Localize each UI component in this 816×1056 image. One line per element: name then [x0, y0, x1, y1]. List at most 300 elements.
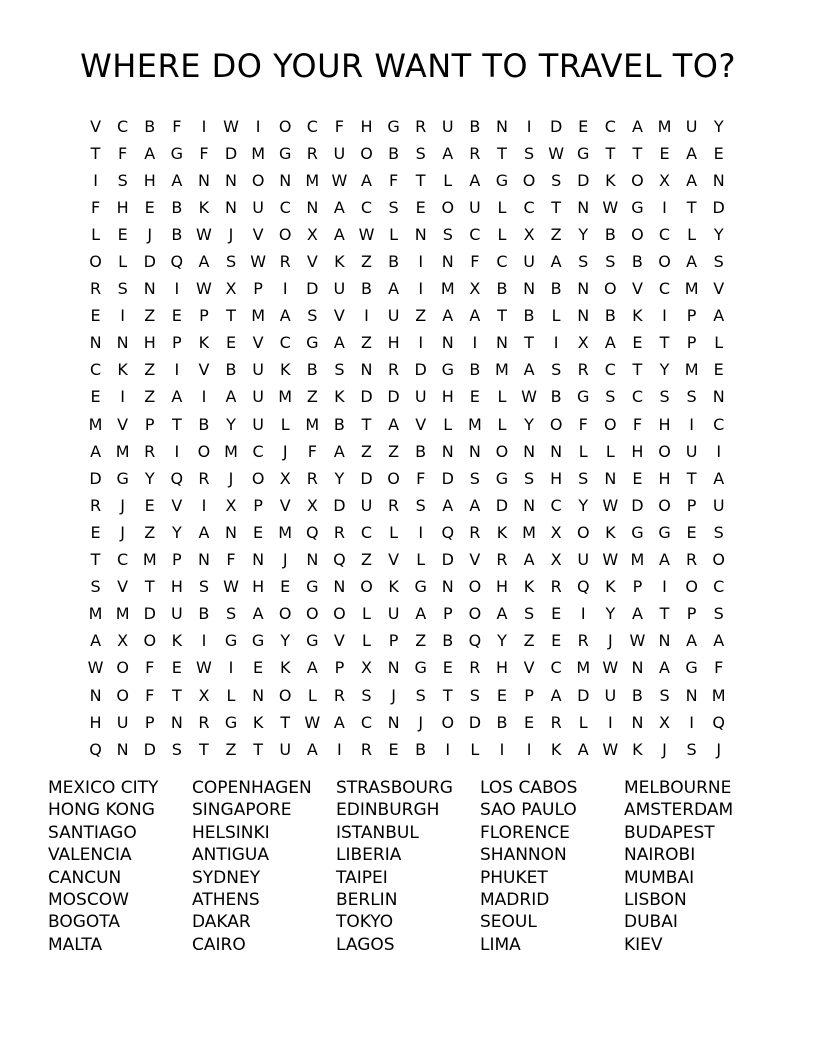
grid-letter[interactable]: R [496, 550, 508, 570]
grid-letter[interactable]: K [171, 631, 183, 651]
grid-letter[interactable]: D [143, 604, 156, 624]
grid-letter[interactable]: S [551, 170, 562, 190]
grid-letter[interactable]: O [712, 550, 725, 570]
grid-letter[interactable]: Z [388, 441, 400, 461]
grid-letter[interactable]: U [685, 441, 698, 461]
grid-letter[interactable]: B [415, 739, 427, 759]
grid-letter[interactable]: M [251, 306, 266, 326]
grid-letter[interactable]: Q [170, 252, 184, 272]
grid-letter[interactable]: E [659, 143, 670, 163]
grid-letter[interactable]: R [144, 441, 156, 461]
grid-letter[interactable]: P [686, 306, 697, 326]
grid-letter[interactable]: N [225, 170, 237, 190]
grid-letter[interactable]: J [607, 631, 613, 651]
grid-letter[interactable]: H [658, 468, 671, 488]
grid-letter[interactable]: S [415, 143, 426, 163]
grid-letter[interactable]: F [118, 143, 128, 163]
grid-letter[interactable]: Q [468, 631, 482, 651]
grid-letter[interactable]: S [225, 252, 237, 272]
grid-letter[interactable]: E [442, 658, 453, 678]
grid-letter[interactable]: N [197, 550, 210, 570]
grid-letter[interactable]: W [196, 279, 212, 299]
grid-letter[interactable]: D [143, 739, 156, 759]
grid-letter[interactable]: A [388, 279, 400, 299]
grid-letter[interactable]: C [360, 197, 373, 217]
grid-letter[interactable]: T [524, 333, 534, 353]
grid-letter[interactable]: B [631, 685, 643, 705]
grid-letter[interactable]: S [578, 252, 589, 272]
grid-letter[interactable]: N [631, 658, 644, 678]
grid-letter[interactable]: Q [89, 739, 102, 759]
grid-letter[interactable]: R [415, 116, 427, 136]
grid-letter[interactable]: G [306, 333, 319, 353]
grid-letter[interactable]: T [497, 143, 507, 163]
grid-letter[interactable]: A [252, 604, 264, 624]
grid-letter[interactable]: X [198, 685, 210, 705]
grid-letter[interactable]: L [551, 306, 561, 326]
grid-letter[interactable]: P [144, 414, 155, 434]
grid-letter[interactable]: H [143, 333, 156, 353]
grid-letter[interactable]: N [441, 333, 454, 353]
grid-letter[interactable]: M [142, 550, 157, 570]
grid-letter[interactable]: F [145, 658, 155, 678]
grid-letter[interactable]: O [333, 604, 346, 624]
grid-letter[interactable]: D [495, 495, 509, 515]
grid-letter[interactable]: M [115, 604, 130, 624]
grid-letter[interactable]: L [714, 333, 724, 353]
grid-letter[interactable]: C [604, 116, 616, 136]
grid-letter[interactable]: A [713, 306, 725, 326]
grid-letter[interactable]: B [360, 279, 372, 299]
grid-letter[interactable]: U [252, 414, 264, 434]
grid-letter[interactable]: T [686, 468, 697, 488]
grid-letter[interactable]: Y [280, 631, 291, 651]
grid-letter[interactable]: F [226, 550, 236, 570]
grid-letter[interactable]: X [306, 495, 318, 515]
grid-letter[interactable]: H [658, 414, 671, 434]
grid-letter[interactable]: H [170, 577, 183, 597]
grid-letter[interactable]: W [521, 387, 537, 407]
grid-letter[interactable]: I [472, 333, 478, 353]
grid-letter[interactable]: R [686, 550, 698, 570]
grid-letter[interactable]: I [174, 279, 180, 299]
grid-letter[interactable]: O [89, 252, 102, 272]
grid-letter[interactable]: R [469, 522, 481, 542]
grid-letter[interactable]: D [631, 495, 644, 515]
grid-letter[interactable]: R [469, 143, 481, 163]
grid-letter[interactable]: J [391, 685, 396, 705]
grid-letter[interactable]: E [90, 387, 101, 407]
grid-letter[interactable]: Y [578, 224, 589, 244]
grid-letter[interactable]: T [497, 306, 507, 326]
grid-letter[interactable]: T [90, 143, 101, 163]
grid-letter[interactable]: T [551, 197, 562, 217]
grid-letter[interactable]: G [387, 116, 400, 136]
grid-letter[interactable]: B [225, 360, 237, 380]
grid-letter[interactable]: K [496, 522, 508, 542]
grid-letter[interactable]: E [523, 712, 535, 732]
grid-letter[interactable]: B [604, 224, 616, 244]
grid-letter[interactable]: G [224, 631, 238, 651]
grid-letter[interactable]: A [333, 333, 345, 353]
grid-letter[interactable]: N [306, 197, 319, 217]
grid-letter[interactable]: N [333, 577, 346, 597]
grid-letter[interactable]: Y [713, 224, 724, 244]
grid-letter[interactable]: B [198, 604, 210, 624]
grid-letter[interactable]: H [116, 197, 129, 217]
grid-letter[interactable]: I [445, 739, 451, 759]
grid-letter[interactable]: Y [713, 116, 724, 136]
grid-letter[interactable]: E [90, 522, 101, 542]
grid-letter[interactable]: M [522, 522, 536, 542]
grid-letter[interactable]: E [171, 306, 182, 326]
grid-letter[interactable]: V [306, 252, 318, 272]
grid-letter[interactable]: X [659, 170, 670, 190]
grid-letter[interactable]: R [469, 658, 481, 678]
grid-letter[interactable]: A [686, 143, 698, 163]
grid-letter[interactable]: A [333, 224, 345, 244]
grid-letter[interactable]: S [523, 468, 535, 488]
grid-letter[interactable]: D [224, 143, 238, 163]
grid-letter[interactable]: L [307, 685, 317, 705]
grid-letter[interactable]: S [117, 170, 128, 190]
grid-letter[interactable]: L [687, 224, 697, 244]
grid-letter[interactable]: J [282, 441, 288, 461]
grid-letter[interactable]: F [172, 116, 182, 136]
grid-letter[interactable]: I [174, 360, 180, 380]
grid-letter[interactable]: D [306, 279, 319, 299]
grid-letter[interactable]: O [631, 170, 644, 190]
grid-letter[interactable]: X [225, 495, 237, 515]
grid-letter[interactable]: P [524, 685, 534, 705]
grid-letter[interactable]: K [279, 360, 291, 380]
grid-letter[interactable]: W [548, 143, 565, 163]
grid-letter[interactable]: M [684, 279, 699, 299]
grid-letter[interactable]: M [251, 143, 266, 163]
grid-letter[interactable]: O [251, 468, 265, 488]
grid-letter[interactable]: S [469, 685, 480, 705]
grid-letter[interactable]: B [469, 116, 481, 136]
grid-letter[interactable]: A [469, 170, 481, 190]
grid-letter[interactable]: B [171, 197, 183, 217]
grid-letter[interactable]: T [415, 170, 426, 190]
grid-letter[interactable]: L [389, 522, 399, 542]
grid-letter[interactable]: E [253, 658, 264, 678]
grid-letter[interactable]: K [198, 197, 210, 217]
grid-letter[interactable]: I [255, 116, 261, 136]
grid-letter[interactable]: T [171, 414, 182, 434]
grid-letter[interactable]: N [143, 279, 156, 299]
grid-letter[interactable]: G [414, 577, 427, 597]
grid-letter[interactable]: A [577, 739, 589, 759]
grid-letter[interactable]: O [143, 631, 157, 651]
grid-letter[interactable]: O [441, 712, 455, 732]
grid-letter[interactable]: B [333, 414, 345, 434]
grid-letter[interactable]: T [632, 143, 643, 163]
grid-letter[interactable]: R [306, 143, 318, 163]
grid-letter[interactable]: U [387, 306, 400, 326]
grid-letter[interactable]: Y [226, 414, 236, 434]
grid-letter[interactable]: N [495, 116, 508, 136]
grid-letter[interactable]: V [631, 279, 643, 299]
grid-letter[interactable]: I [418, 333, 424, 353]
grid-letter[interactable]: N [441, 577, 454, 597]
grid-letter[interactable]: A [523, 550, 535, 570]
grid-letter[interactable]: Y [524, 414, 534, 434]
grid-letter[interactable]: X [523, 224, 535, 244]
grid-letter[interactable]: X [225, 279, 237, 299]
grid-letter[interactable]: B [496, 279, 508, 299]
grid-letter[interactable]: L [497, 414, 507, 434]
grid-letter[interactable]: W [629, 631, 646, 651]
grid-letter[interactable]: I [201, 387, 207, 407]
grid-letter[interactable]: S [415, 685, 426, 705]
grid-letter[interactable]: M [630, 550, 645, 570]
grid-letter[interactable]: S [713, 252, 724, 272]
grid-letter[interactable]: X [550, 522, 562, 542]
grid-letter[interactable]: A [333, 441, 345, 461]
grid-letter[interactable]: A [306, 658, 318, 678]
grid-letter[interactable]: N [387, 712, 400, 732]
grid-letter[interactable]: L [578, 441, 588, 461]
grid-letter[interactable]: A [90, 441, 102, 461]
grid-letter[interactable]: W [602, 550, 619, 570]
grid-letter[interactable]: G [116, 468, 129, 488]
grid-letter[interactable]: U [604, 685, 617, 705]
grid-letter[interactable]: N [252, 685, 265, 705]
grid-letter[interactable]: Z [361, 333, 372, 353]
grid-letter[interactable]: C [604, 360, 616, 380]
grid-letter[interactable]: E [225, 333, 237, 353]
grid-letter[interactable]: I [499, 739, 505, 759]
grid-letter[interactable]: F [388, 170, 399, 190]
grid-letter[interactable]: U [685, 116, 698, 136]
grid-letter[interactable]: P [686, 333, 697, 353]
grid-letter[interactable]: N [116, 333, 129, 353]
grid-letter[interactable]: A [631, 116, 643, 136]
grid-letter[interactable]: H [495, 577, 508, 597]
grid-letter[interactable]: B [144, 116, 156, 136]
grid-letter[interactable]: C [658, 279, 671, 299]
grid-letter[interactable]: N [414, 224, 427, 244]
grid-letter[interactable]: E [144, 495, 155, 515]
grid-letter[interactable]: P [253, 495, 263, 515]
grid-letter[interactable]: S [361, 685, 372, 705]
grid-letter[interactable]: L [443, 170, 453, 190]
grid-letter[interactable]: C [713, 414, 725, 434]
grid-letter[interactable]: S [415, 495, 426, 515]
grid-letter[interactable]: I [364, 306, 369, 326]
grid-letter[interactable]: O [685, 577, 698, 597]
grid-letter[interactable]: N [604, 468, 617, 488]
grid-letter[interactable]: A [415, 604, 427, 624]
grid-letter[interactable]: H [252, 577, 265, 597]
grid-letter[interactable]: M [115, 441, 130, 461]
grid-letter[interactable]: Q [170, 468, 184, 488]
grid-letter[interactable]: H [441, 387, 454, 407]
grid-letter[interactable]: U [577, 550, 590, 570]
grid-letter[interactable]: R [550, 577, 562, 597]
grid-letter[interactable]: N [550, 441, 563, 461]
grid-letter[interactable]: D [468, 712, 482, 732]
grid-letter[interactable]: C [523, 197, 535, 217]
grid-letter[interactable]: P [253, 279, 263, 299]
grid-letter[interactable]: I [228, 658, 234, 678]
grid-letter[interactable]: B [388, 252, 400, 272]
grid-letter[interactable]: V [252, 333, 264, 353]
grid-letter[interactable]: K [632, 306, 643, 326]
grid-letter[interactable]: D [387, 387, 400, 407]
grid-letter[interactable]: O [197, 441, 211, 461]
grid-letter[interactable]: H [360, 116, 373, 136]
grid-letter[interactable]: F [470, 252, 480, 272]
grid-letter[interactable]: A [333, 712, 345, 732]
grid-letter[interactable]: A [686, 252, 698, 272]
grid-letter[interactable]: W [87, 658, 104, 678]
grid-letter[interactable]: A [604, 333, 616, 353]
grid-letter[interactable]: S [713, 522, 724, 542]
grid-letter[interactable]: L [280, 414, 290, 434]
grid-letter[interactable]: F [632, 414, 643, 434]
grid-letter[interactable]: Y [144, 468, 155, 488]
grid-letter[interactable]: Q [712, 712, 725, 732]
grid-letter[interactable]: Z [361, 550, 372, 570]
grid-letter[interactable]: K [523, 577, 535, 597]
grid-letter[interactable]: O [658, 252, 671, 272]
grid-letter[interactable]: A [686, 170, 698, 190]
grid-letter[interactable]: R [198, 712, 210, 732]
grid-letter[interactable]: T [686, 197, 697, 217]
grid-letter[interactable]: U [469, 197, 481, 217]
grid-letter[interactable]: C [658, 224, 671, 244]
grid-letter[interactable]: F [334, 116, 344, 136]
grid-letter[interactable]: A [686, 631, 698, 651]
grid-letter[interactable]: S [578, 468, 589, 488]
grid-letter[interactable]: U [333, 143, 346, 163]
grid-letter[interactable]: K [252, 712, 264, 732]
grid-letter[interactable]: W [196, 658, 212, 678]
grid-letter[interactable]: C [550, 658, 562, 678]
grid-letter[interactable]: V [279, 495, 291, 515]
grid-letter[interactable]: O [387, 468, 400, 488]
grid-letter[interactable]: S [171, 739, 182, 759]
grid-letter[interactable]: U [712, 495, 725, 515]
grid-letter[interactable]: N [197, 170, 210, 190]
grid-letter[interactable]: M [684, 360, 699, 380]
grid-letter[interactable]: D [577, 685, 590, 705]
grid-letter[interactable]: C [279, 333, 291, 353]
grid-letter[interactable]: P [172, 550, 182, 570]
grid-letter[interactable]: X [577, 333, 589, 353]
grid-letter[interactable]: O [522, 170, 536, 190]
grid-letter[interactable]: D [441, 550, 454, 570]
grid-letter[interactable]: V [469, 550, 481, 570]
grid-letter[interactable]: F [145, 685, 155, 705]
grid-letter[interactable]: O [360, 577, 373, 597]
grid-letter[interactable]: P [442, 604, 453, 624]
grid-letter[interactable]: A [90, 631, 102, 651]
grid-letter[interactable]: J [228, 224, 234, 244]
grid-letter[interactable]: I [201, 116, 207, 136]
grid-letter[interactable]: X [361, 658, 372, 678]
grid-letter[interactable]: F [578, 414, 588, 434]
grid-letter[interactable]: F [714, 658, 724, 678]
grid-letter[interactable]: E [117, 224, 128, 244]
grid-letter[interactable]: H [550, 468, 563, 488]
grid-letter[interactable]: D [577, 170, 590, 190]
grid-letter[interactable]: G [224, 712, 238, 732]
grid-letter[interactable]: I [662, 197, 667, 217]
grid-letter[interactable]: R [333, 522, 345, 542]
grid-letter[interactable]: D [89, 468, 102, 488]
grid-letter[interactable]: L [578, 712, 588, 732]
grid-letter[interactable]: M [576, 658, 591, 678]
grid-letter[interactable]: N [225, 522, 237, 542]
grid-letter[interactable]: J [228, 468, 234, 488]
grid-letter[interactable]: A [713, 468, 725, 488]
grid-letter[interactable]: N [225, 197, 237, 217]
grid-letter[interactable]: A [631, 604, 643, 624]
grid-letter[interactable]: E [280, 577, 291, 597]
grid-letter[interactable]: I [662, 577, 667, 597]
grid-letter[interactable]: J [716, 739, 722, 759]
grid-letter[interactable]: U [333, 279, 346, 299]
grid-letter[interactable]: P [686, 604, 697, 624]
grid-letter[interactable]: G [306, 577, 319, 597]
grid-letter[interactable]: Z [144, 522, 156, 542]
grid-letter[interactable]: H [387, 333, 400, 353]
grid-letter[interactable]: O [278, 224, 292, 244]
grid-letter[interactable]: D [333, 495, 346, 515]
grid-letter[interactable]: V [117, 414, 129, 434]
grid-letter[interactable]: S [686, 387, 697, 407]
grid-letter[interactable]: F [90, 197, 101, 217]
grid-letter[interactable]: Q [306, 522, 319, 542]
grid-letter[interactable]: A [496, 604, 508, 624]
grid-letter[interactable]: E [90, 306, 101, 326]
grid-letter[interactable]: N [441, 252, 454, 272]
grid-letter[interactable]: B [604, 306, 616, 326]
grid-letter[interactable]: G [631, 197, 644, 217]
grid-letter[interactable]: I [174, 441, 180, 461]
grid-letter[interactable]: V [388, 550, 400, 570]
grid-letter[interactable]: O [604, 279, 617, 299]
grid-letter[interactable]: N [170, 712, 183, 732]
grid-letter[interactable]: G [577, 143, 590, 163]
grid-letter[interactable]: Z [144, 387, 156, 407]
grid-letter[interactable]: M [88, 604, 103, 624]
grid-letter[interactable]: N [306, 550, 319, 570]
grid-letter[interactable]: D [441, 468, 454, 488]
grid-letter[interactable]: Z [144, 360, 156, 380]
grid-letter[interactable]: B [550, 279, 562, 299]
grid-letter[interactable]: X [659, 712, 670, 732]
grid-letter[interactable]: P [686, 495, 697, 515]
grid-letter[interactable]: B [306, 360, 318, 380]
grid-letter[interactable]: T [659, 333, 670, 353]
grid-letter[interactable]: R [550, 712, 562, 732]
grid-letter[interactable]: U [523, 252, 535, 272]
grid-letter[interactable]: U [170, 604, 183, 624]
grid-letter[interactable]: I [580, 604, 586, 624]
grid-letter[interactable]: Z [415, 306, 427, 326]
grid-letter[interactable]: P [632, 577, 643, 597]
grid-letter[interactable]: L [497, 224, 507, 244]
grid-letter[interactable]: U [252, 360, 264, 380]
grid-letter[interactable]: D [360, 387, 373, 407]
grid-letter[interactable]: I [201, 631, 207, 651]
grid-letter[interactable]: V [713, 279, 725, 299]
